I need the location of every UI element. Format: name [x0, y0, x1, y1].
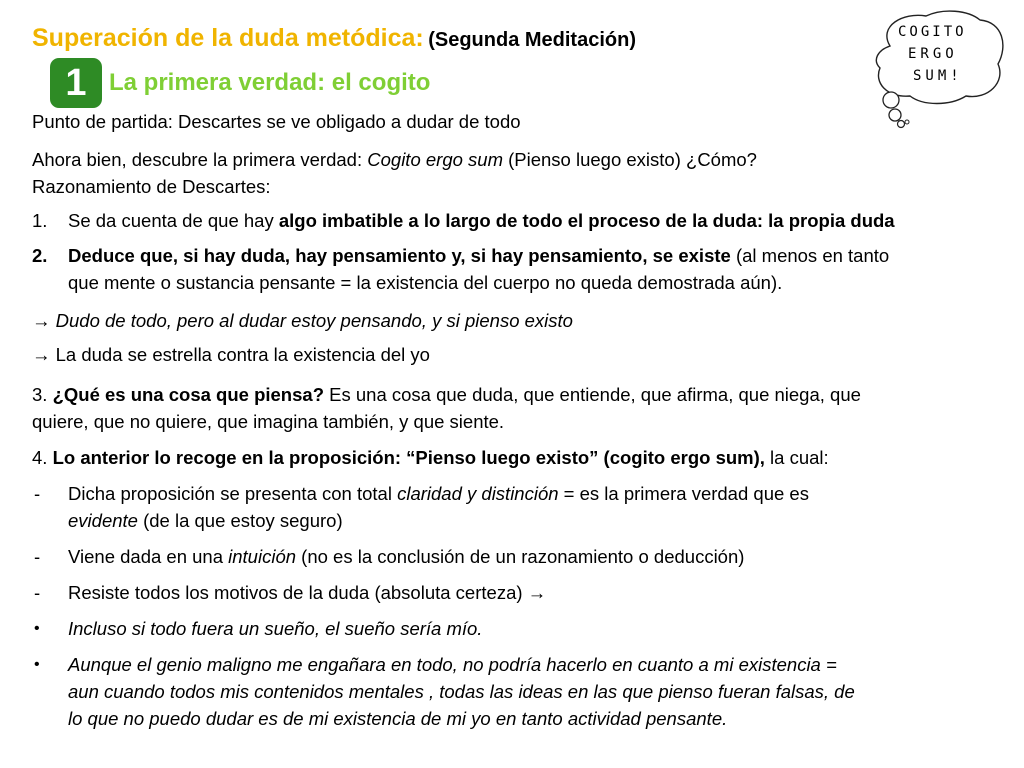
number-one-badge: 1 [50, 58, 102, 108]
first-truth-text-a: Ahora bien, descubre la primera verdad: [32, 149, 368, 170]
starting-point-text: Punto de partida: Descartes se ve obligado a dudar de todo [32, 111, 521, 132]
dash-3-symbol: - [34, 582, 41, 603]
item-3-line-2: quiere, que no quiere, que imagina también, y que siente. [32, 411, 505, 432]
dash-1-text-a: Dicha proposición se presenta con total [68, 483, 398, 504]
dash-1-symbol: - [34, 483, 41, 504]
dash-3-text: Resiste todos los motivos de la duda (absoluta certeza) → [68, 582, 547, 603]
title-sub: (Segunda Meditación) [428, 29, 636, 51]
dash-1-text-c: = es la primera verdad que es [558, 483, 809, 504]
dash-1-line-2-text: (de la que estoy seguro) [137, 510, 343, 531]
bubble-line-2: ERGO [908, 46, 958, 62]
dash-2-symbol: - [34, 546, 41, 567]
item-1-bold: algo imbatible a lo largo de todo el proceso de la duda: la propia duda [278, 210, 895, 231]
bullet-1-text: Incluso si todo fuera un sueño, el sueño sería mío. [68, 618, 483, 639]
item-1-text [68, 207, 895, 234]
item-3-text-c: Es una cosa que duda, que entiende, que afirma, que niega, que [324, 384, 861, 405]
arrow-line-2: → La duda se estrella contra la existencia del yo [32, 344, 430, 365]
dash-2-text [68, 543, 744, 570]
bullet-2-line-3: lo que no puedo dudar es de mi existencia de mi yo en tanto actividad pensante. [68, 708, 728, 729]
bubble-line-1: COGITO [898, 24, 967, 40]
dash-2-text-a: Viene dada en una [68, 546, 229, 567]
bullet-2-symbol: • [34, 656, 40, 673]
item-1-number: 1. [32, 210, 48, 231]
first-truth-paragraph [32, 146, 757, 173]
reasoning-heading: Razonamiento de Descartes: [32, 176, 271, 197]
dash-2-text-c: (no es la conclusión de un razonamiento o deducción) [296, 546, 745, 567]
item-2-bold: Deduce que, si hay duda, hay pensamiento y, si hay pensamiento, se existe [68, 245, 731, 266]
item-2-line-2: que mente o sustancia pensante = la existencia del cuerpo no queda demostrada aún). [68, 272, 783, 293]
item-2-text [68, 242, 889, 269]
item-3-number: 3. [32, 384, 53, 405]
dash-1-evident-italic: evidente [68, 510, 138, 531]
item-3-text [32, 381, 861, 408]
thought-bubble-icon [868, 6, 1008, 136]
item-4-bold: Lo anterior lo recoge en la proposición: “Pienso luego existo” (cogito ergo sum), [52, 447, 765, 468]
dash-1-line-2 [68, 507, 343, 534]
section-subtitle: La primera verdad: el cogito [109, 69, 431, 96]
cogito-italic: Cogito ergo sum [367, 149, 503, 170]
item-4-text [32, 444, 829, 471]
item-4-number: 4. [32, 447, 53, 468]
bullet-1-symbol: • [34, 620, 40, 637]
slide-title [32, 24, 636, 53]
dash-1-text [68, 480, 809, 507]
item-2-number: 2. [32, 245, 48, 266]
dash-1-italic: claridad y distinción [397, 483, 559, 504]
arrow-line-1: → Dudo de todo, pero al dudar estoy pensando, y si pienso existo [32, 310, 573, 331]
item-4-text-c: la cual: [764, 447, 829, 468]
item-3-bold: ¿Qué es una cosa que piensa? [52, 384, 324, 405]
bullet-2-line-2: aun cuando todos mis contenidos mentales , todas las ideas en las que pienso fueran falsas, de [68, 681, 855, 702]
bubble-line-3: SUM! [913, 68, 963, 84]
item-2-text-b: (al menos en tanto [730, 245, 890, 266]
bullet-2-line-1: Aunque el genio maligno me engañara en todo, no podría hacerlo en cuanto a mi existencia = [68, 654, 837, 675]
first-truth-text-c: (Pienso luego existo) ¿Cómo? [502, 149, 757, 170]
title-main: Superación de la duda metódica: [32, 24, 424, 52]
item-1-text-a: Se da cuenta de que hay [68, 210, 279, 231]
dash-2-italic: intuición [228, 546, 297, 567]
